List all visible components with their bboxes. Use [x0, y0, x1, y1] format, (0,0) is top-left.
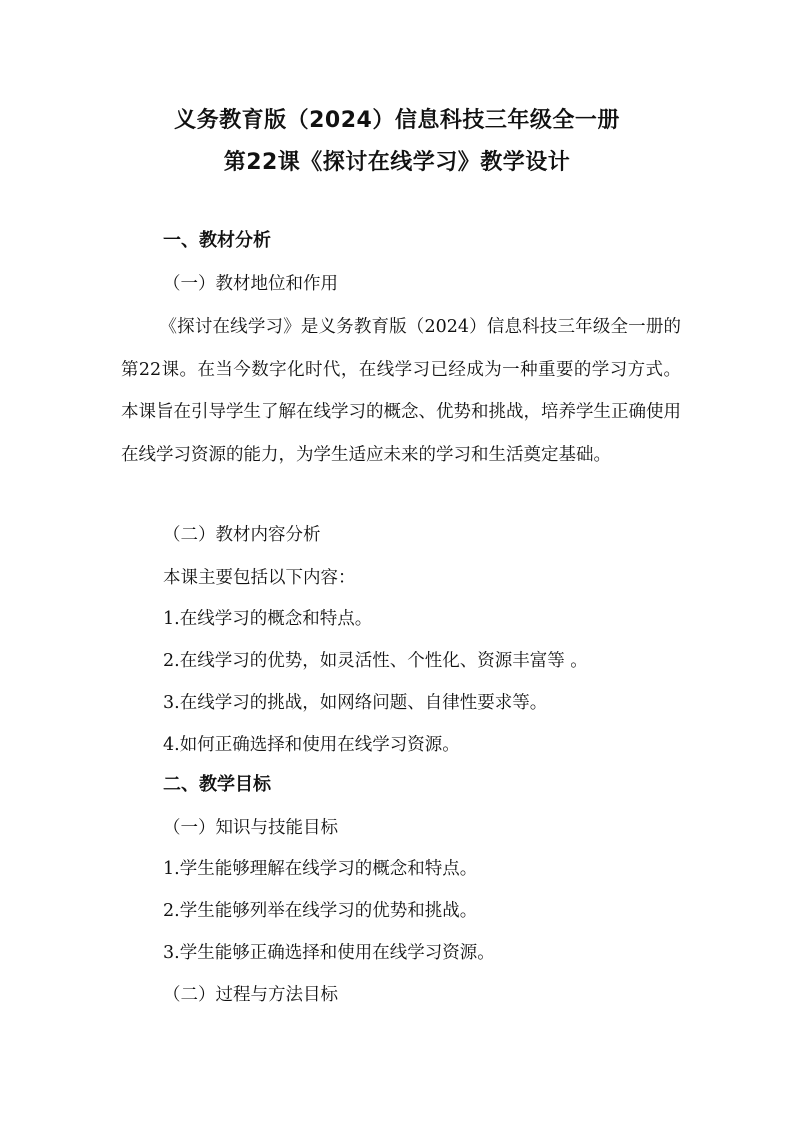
section1-heading: 一、教材分析 — [163, 230, 271, 251]
section1-sub2-intro: 本课主要包括以下内容： — [163, 568, 356, 588]
list-item: 2.在线学习的优势，如灵活性、个性化、资源丰富等 。 — [163, 651, 588, 671]
list-item: 2.学生能够列举在线学习的优势和挑战。 — [163, 901, 478, 921]
document-title-line1: 义务教育版（2024）信息科技三年级全一册 — [174, 108, 620, 133]
list-item: 1.在线学习的概念和特点。 — [163, 609, 373, 629]
section2-heading: 二、教学目标 — [163, 774, 271, 795]
list-item: 3.学生能够正确选择和使用在线学习资源。 — [163, 943, 495, 963]
section2-sub2-heading: （二）过程与方法目标 — [163, 985, 338, 1005]
section2-sub1-heading: （一）知识与技能目标 — [163, 818, 338, 838]
list-item: 1.学生能够理解在线学习的概念和特点。 — [163, 859, 478, 879]
section1-sub1-paragraph: 《探讨在线学习》是义务教育版（2024）信息科技三年级全一册的第22课。在当今数字化时代，在线学习已经成为一种重要的学习方式。本课旨在引导学生了解在线学习的概念、优势和挑战，培养学生正确使用在线学习资源的能力，为学生适应未来的学习和生活奠定基础。 — [121, 317, 681, 465]
document-title-line2: 第22课《探讨在线学习》教学设计 — [223, 150, 571, 175]
section1-sub1-heading: （一）教材地位和作用 — [163, 274, 338, 294]
list-item: 3.在线学习的挑战，如网络问题、自律性要求等。 — [163, 693, 548, 713]
section1-sub2-heading: （二）教材内容分析 — [163, 525, 321, 545]
list-item: 4.如何正确选择和使用在线学习资源。 — [163, 735, 460, 755]
